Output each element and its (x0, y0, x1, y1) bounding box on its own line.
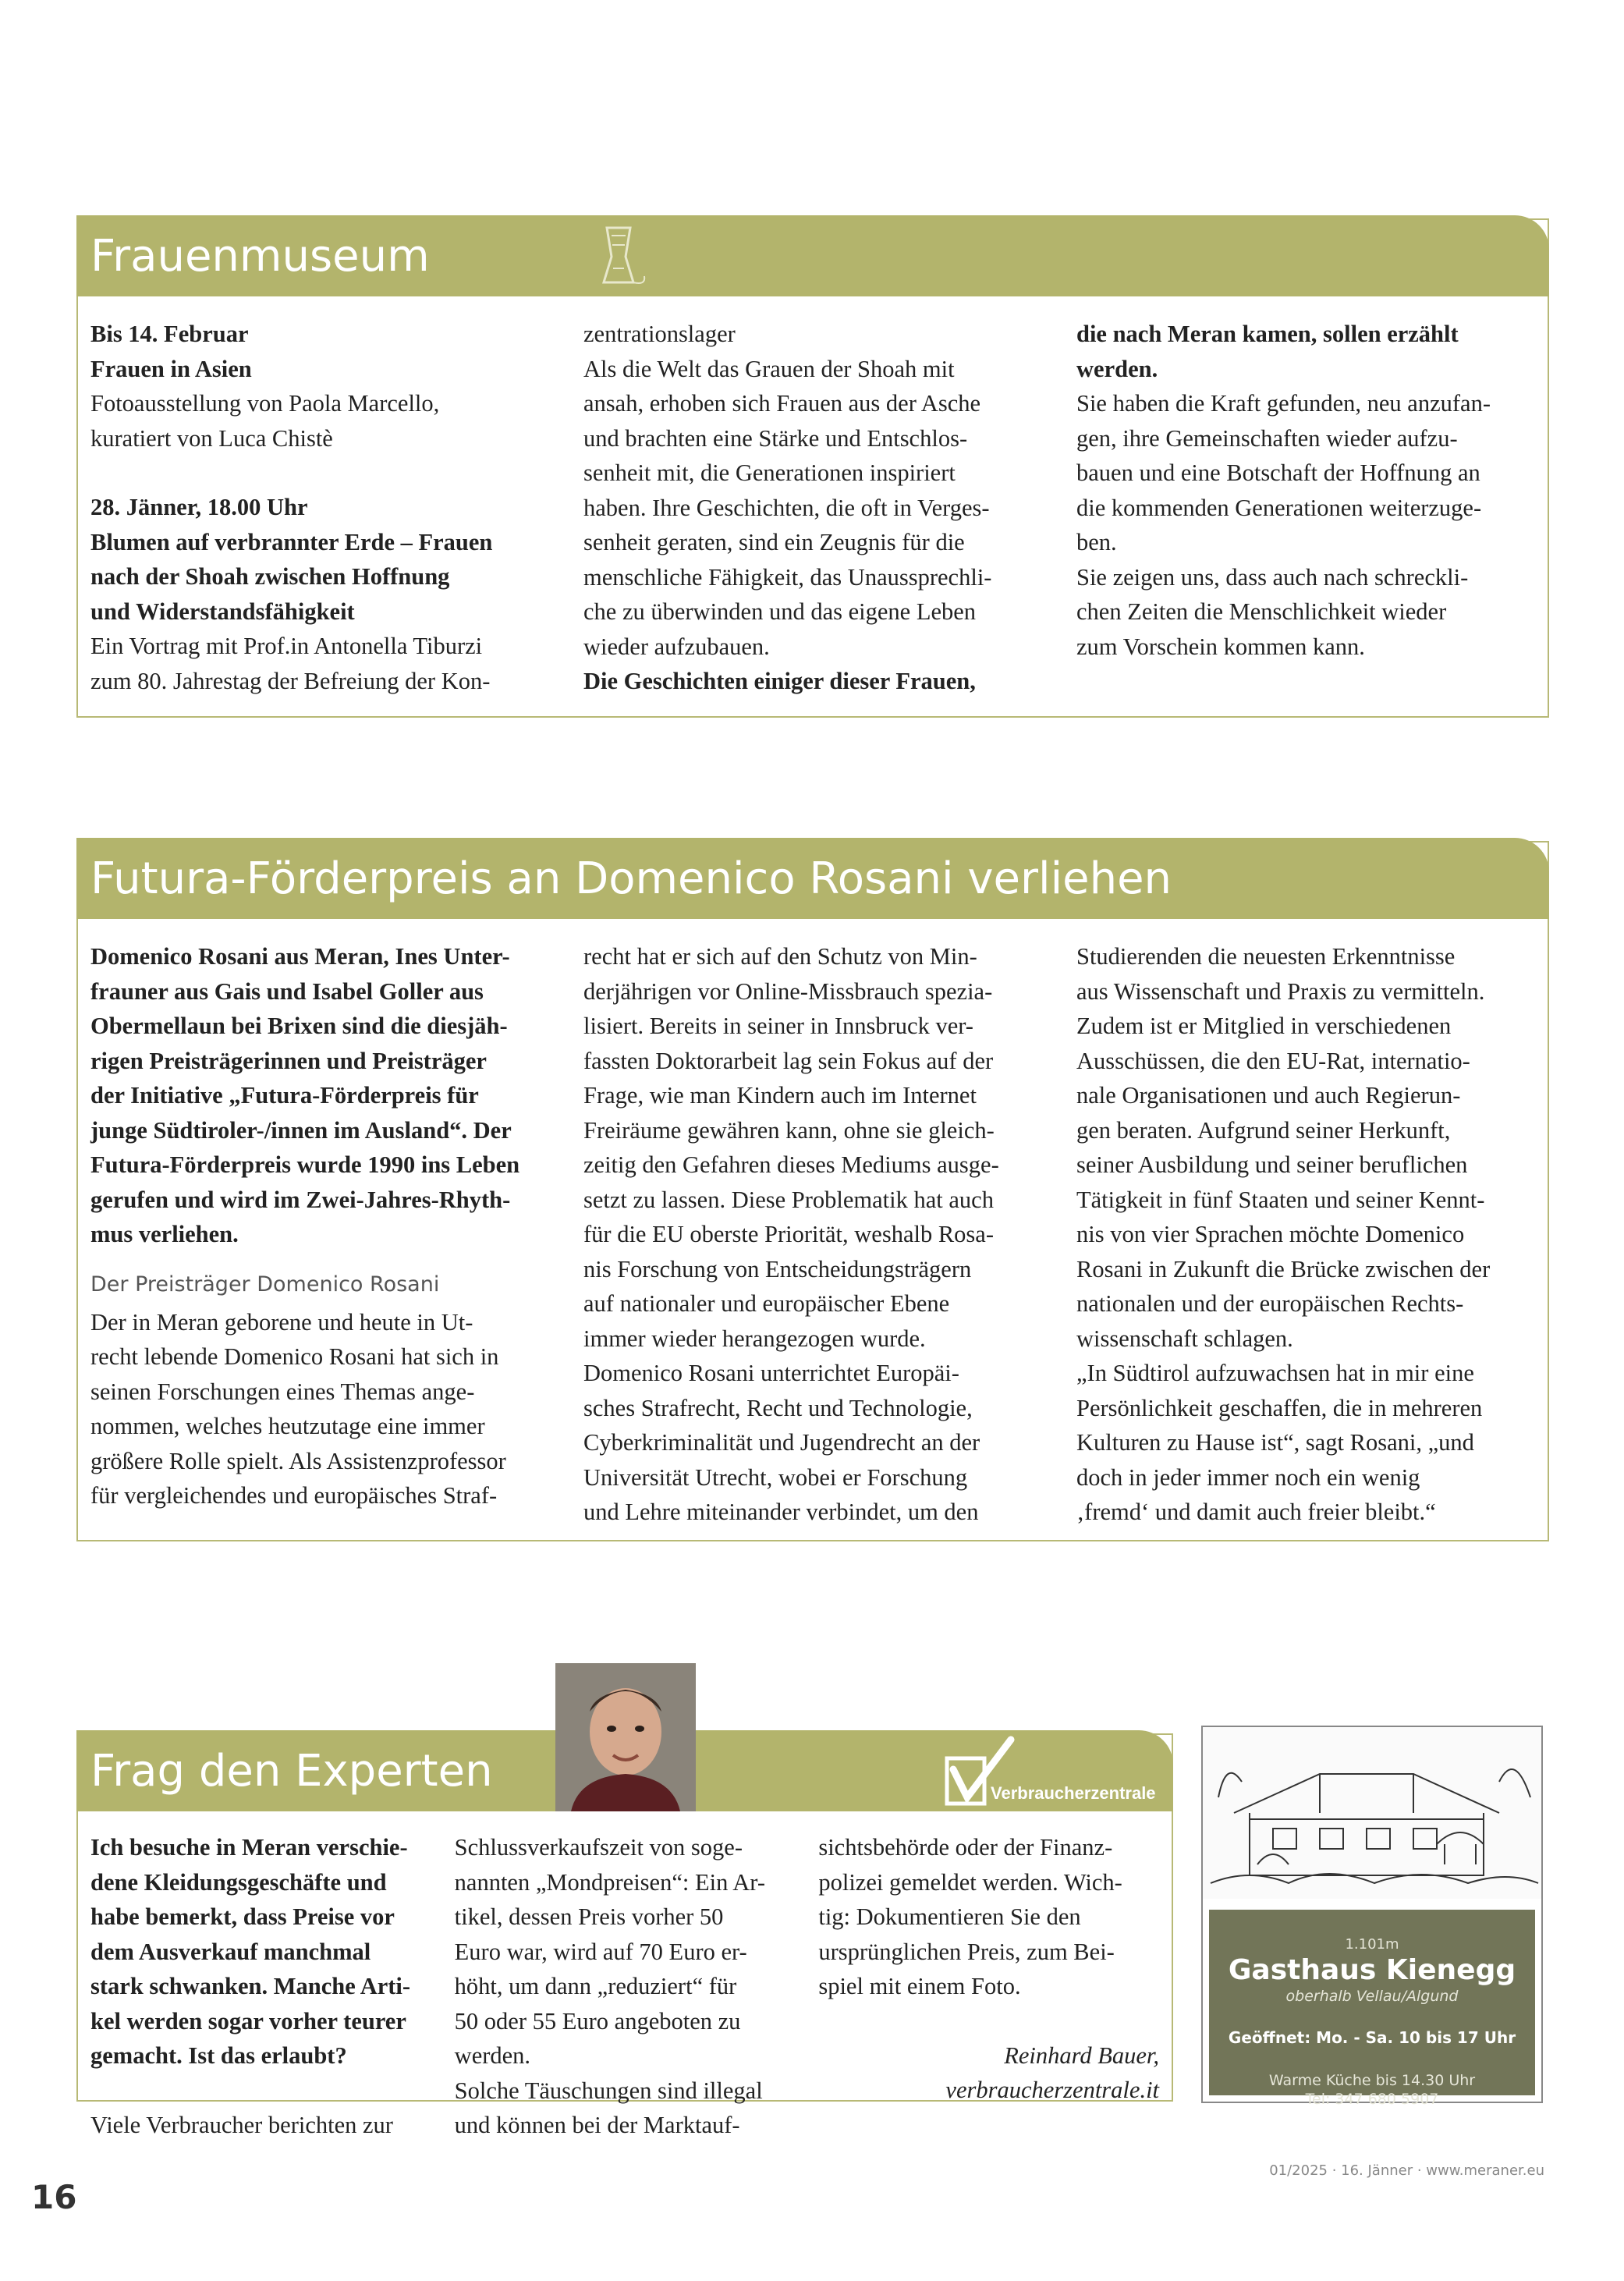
event-1-date: Bis 14. Februar (90, 321, 249, 347)
text-line: lisiert. Bereits in seiner in Innsbruck ver- (583, 1013, 973, 1039)
text-line: recht lebende Domenico Rosani hat sich in (90, 1343, 499, 1370)
text-line: aus Wissenschaft und Praxis zu vermitteln. (1076, 977, 1485, 1005)
text-line: junge Südtiroler-/innen im Ausland“. Der (90, 1116, 512, 1144)
text-line: wissenschaft schlagen. (1076, 1325, 1293, 1352)
futura-columns (90, 939, 1535, 1530)
text-line: gemacht. Ist das erlaubt? (90, 2042, 347, 2069)
text-line: derjährigen vor Online-Missbrauch spezia- (583, 977, 993, 1005)
text-line: der Initiative „Futura-Förderpreis für (90, 1082, 479, 1109)
page-number: 16 (31, 2178, 77, 2216)
text-line: auf nationaler und europäischer Ebene (583, 1290, 950, 1317)
author-name: Reinhard Bauer, (1004, 2042, 1160, 2069)
text-line: senheit mit, die Generationen inspiriert (583, 459, 956, 486)
text-line: ben. (1076, 529, 1117, 555)
text-line: Obermellaun bei Brixen sind die diesjäh- (90, 1013, 508, 1039)
text-line: Frage, wie man Kindern auch im Internet (583, 1082, 977, 1109)
event-2-line: zum 80. Jahrestag der Befreiung der Kon- (90, 667, 491, 694)
text-line: Viele Verbraucher berichten zur (90, 2111, 393, 2138)
gasthaus-sketch (1203, 1727, 1541, 1899)
text-line: nis Forschung von Entscheidungsträgern (583, 1255, 972, 1282)
text-line: habe bemerkt, dass Preise vor (90, 1903, 395, 1930)
text-line: Die Geschichten einiger dieser Frauen, (583, 668, 976, 694)
text-line: mus verliehen. (90, 1221, 239, 1247)
gasthaus-phone: Tel: 347 680 5907 (1305, 2091, 1439, 2108)
text-line: rigen Preisträgerinnen und Preisträger (90, 1047, 487, 1074)
text-line: Sie zeigen uns, dass auch nach schreckli- (1076, 563, 1469, 591)
frauenmuseum-header (76, 215, 1549, 296)
text-line: sichtsbehörde oder der Finanz- (818, 1834, 1113, 1861)
experten-title: Frag den Experten (90, 1745, 493, 1797)
text-line: und können bei der Marktauf- (454, 2112, 740, 2138)
futura-header (76, 838, 1549, 919)
text-line: höht, um dann „reduziert“ für (454, 1973, 737, 1999)
text-line: größere Rolle spielt. Als Assistenzprofessor (90, 1447, 506, 1474)
section-subheading: Der Preisträger Domenico Rosani (90, 1272, 440, 1297)
text-line: tig: Dokumentieren Sie den (818, 1903, 1081, 1930)
text-line: spiel mit einem Foto. (818, 1973, 1021, 1999)
text-line: Cyberkriminalität und Jugendrecht an der (583, 1429, 980, 1456)
text-line: haben. Ihre Geschichten, die oft in Verges- (583, 494, 990, 521)
text-line: chen Zeiten die Menschlichkeit wieder (1076, 598, 1447, 625)
text-line: menschliche Fähigkeit, das Unaussprechli- (583, 563, 992, 591)
text-line: seiner Ausbildung und seiner beruflichen (1076, 1151, 1468, 1178)
text-line: die nach Meran kamen, sollen erzählt (1076, 321, 1459, 347)
gasthaus-kitchen: Warme Küche bis 14.30 Uhr (1268, 2072, 1476, 2089)
frauenmuseum-col-3 (1076, 317, 1535, 699)
gasthaus-info-panel (1209, 1910, 1535, 2108)
expert-portrait (555, 1663, 696, 1811)
text-line: dene Kleidungsgeschäfte und (90, 1868, 387, 1896)
text-line: Domenico Rosani aus Meran, Ines Unter- (90, 943, 510, 970)
text-line: nannten „Mondpreisen“: Ein Ar- (454, 1868, 765, 1896)
house-sketch-illustration (1203, 1727, 1541, 1899)
verbraucherzentrale-logo (942, 1735, 1168, 1808)
text-line: Kulturen zu Hause ist“, sagt Rosani, „und (1076, 1429, 1474, 1456)
text-line: werden. (454, 2042, 531, 2069)
text-line: nommen, welches heutzutage eine immer (90, 1413, 485, 1439)
futura-col-1 (90, 939, 549, 1530)
text-line: Solche Täuschungen sind illegal (454, 2077, 763, 2104)
text-line: setzt zu lassen. Diese Problematik hat auch (583, 1186, 994, 1213)
corset-icon (583, 222, 654, 292)
event-2-title: und Widerstandsfähigkeit (90, 598, 355, 625)
text-line: Sie haben die Kraft gefunden, neu anzufan- (1076, 390, 1491, 417)
text-line: Ich besuche in Meran verschie- (90, 1834, 408, 1861)
text-line: Persönlichkeit geschaffen, die in mehreren (1076, 1394, 1483, 1421)
text-line: Der in Meran geborene und heute in Ut- (90, 1308, 473, 1336)
futura-col-2 (583, 939, 1042, 1530)
text-line: ansah, erhoben sich Frauen aus der Asche (583, 390, 981, 417)
text-line: für die EU oberste Priorität, weshalb Rosa- (583, 1221, 994, 1247)
text-line: sches Strafrecht, Recht und Technologie, (583, 1394, 973, 1421)
text-line: dem Ausverkauf manchmal (90, 1938, 371, 1965)
text-line: zeitig den Gefahren dieses Mediums ausge- (583, 1151, 999, 1178)
author-website: verbraucherzentrale.it (945, 2077, 1160, 2103)
frauenmuseum-title: Frauenmuseum (90, 230, 430, 282)
text-line: bauen und eine Botschaft der Hoffnung an (1076, 459, 1480, 486)
text-line: immer wieder herangezogen wurde. (583, 1325, 926, 1352)
text-line: Futura-Förderpreis wurde 1990 ins Leben (90, 1151, 520, 1178)
text-line: Als die Welt das Grauen der Shoah mit (583, 355, 955, 382)
text-line: Tätigkeit in fünf Staaten und seiner Kennt- (1076, 1186, 1485, 1213)
gasthaus-hours: Geöffnet: Mo. - Sa. 10 bis 17 Uhr (1228, 2028, 1516, 2047)
text-line: senheit geraten, sind ein Zeugnis für die (583, 529, 965, 555)
frauenmuseum-col-2 (583, 317, 1042, 699)
text-line: „In Südtirol aufzuwachsen hat in mir eine (1076, 1360, 1474, 1386)
experten-col-2 (455, 1830, 796, 2143)
gasthaus-location: oberhalb Vellau/Algund (1285, 1988, 1459, 2005)
gasthaus-name: Gasthaus Kienegg (1228, 1954, 1516, 1986)
text-line: Studierenden die neuesten Erkenntnisse (1076, 943, 1456, 970)
experten-col-3 (818, 1830, 1159, 2143)
event-1-title: Frauen in Asien (90, 355, 252, 382)
text-line: ‚fremd‘ und damit auch freier bleibt.“ (1076, 1499, 1436, 1525)
text-line: wieder aufzubauen. (583, 633, 770, 660)
futura-title: Futura-Förderpreis an Domenico Rosani verliehen (90, 853, 1172, 904)
issue-info: 01/2025 · 16. Jänner · www.meraner.eu (1269, 2162, 1544, 2179)
text-line: und Lehre miteinander verbindet, um den (583, 1499, 979, 1525)
text-line: fassten Doktorarbeit lag sein Fokus auf der (583, 1047, 994, 1074)
event-2-date: 28. Jänner, 18.00 Uhr (90, 494, 308, 520)
event-2-line: Ein Vortrag mit Prof.in Antonella Tiburzi (90, 633, 483, 659)
event-1-line: Fotoausstellung von Paola Marcello, (90, 390, 440, 417)
text-line: nationalen und der europäischen Rechts- (1076, 1290, 1464, 1317)
text-line: nis von vier Sprachen möchte Domenico (1076, 1221, 1465, 1247)
event-2-title: nach der Shoah zwischen Hoffnung (90, 563, 450, 590)
text-line: kel werden sogar vorher teurer (90, 2007, 406, 2034)
frauenmuseum-col-1 (90, 317, 549, 699)
text-line: tikel, dessen Preis vorher 50 (454, 1903, 724, 1930)
text-line: gen, ihre Gemeinschaften wieder aufzu- (1076, 424, 1458, 452)
text-line: stark schwanken. Manche Arti- (90, 1973, 411, 1999)
text-line: und brachten eine Stärke und Entschlos- (583, 424, 968, 452)
text-line: nale Organisationen und auch Regierun- (1076, 1082, 1461, 1109)
text-line: Zudem ist er Mitglied in verschiedenen (1076, 1013, 1452, 1039)
text-line: Domenico Rosani unterrichtet Europäi- (583, 1360, 959, 1386)
text-line: 50 oder 55 Euro angeboten zu (454, 2007, 741, 2034)
text-line: Rosani in Zukunft die Brücke zwischen der (1076, 1255, 1491, 1282)
text-line: gen beraten. Aufgrund seiner Herkunft, (1076, 1116, 1451, 1144)
gasthaus-altitude: 1.101m (1345, 1936, 1399, 1953)
experten-col-1 (90, 1830, 431, 2143)
text-line: für vergleichendes und europäisches Straf- (90, 1482, 498, 1509)
experten-columns (90, 1830, 1159, 2143)
text-line: seinen Forschungen eines Themas ange- (90, 1378, 475, 1405)
futura-col-3 (1076, 939, 1535, 1530)
gasthaus-ad (1201, 1726, 1543, 2108)
frauenmuseum-columns (90, 317, 1535, 699)
text-line: ursprünglichen Preis, zum Bei- (818, 1938, 1115, 1965)
text-line: zentrationslager (583, 321, 736, 347)
text-line: die kommenden Generationen weiterzuge- (1076, 494, 1482, 521)
text-line: Universität Utrecht, wobei er Forschung (583, 1463, 968, 1491)
event-2-title: Blumen auf verbrannter Erde – Frauen (90, 528, 493, 555)
text-line: polizei gemeldet werden. Wich- (818, 1868, 1122, 1896)
text-line: Euro war, wird auf 70 Euro er- (454, 1938, 747, 1965)
text-line: Freiräume gewähren kann, ohne sie gleich- (583, 1116, 995, 1144)
portrait-photo (555, 1663, 696, 1811)
text-line: Ausschüssen, die den EU-Rat, internatio- (1076, 1047, 1470, 1074)
event-1-line: kuratiert von Luca Chistè (90, 424, 333, 452)
text-line: Schlussverkaufszeit von soge- (454, 1834, 743, 1861)
text-line: che zu überwinden und das eigene Leben (583, 598, 977, 625)
text-line: recht hat er sich auf den Schutz von Min- (583, 943, 977, 970)
text-line: frauner aus Gais und Isabel Goller aus (90, 977, 484, 1005)
text-line: werden. (1076, 355, 1158, 382)
text-line: gerufen und wird im Zwei-Jahres-Rhyth- (90, 1186, 511, 1213)
text-line: doch in jeder immer noch ein wenig (1076, 1463, 1420, 1491)
brand-label: Verbraucherzentrale (991, 1783, 1156, 1803)
text-line: zum Vorschein kommen kann. (1076, 633, 1365, 660)
